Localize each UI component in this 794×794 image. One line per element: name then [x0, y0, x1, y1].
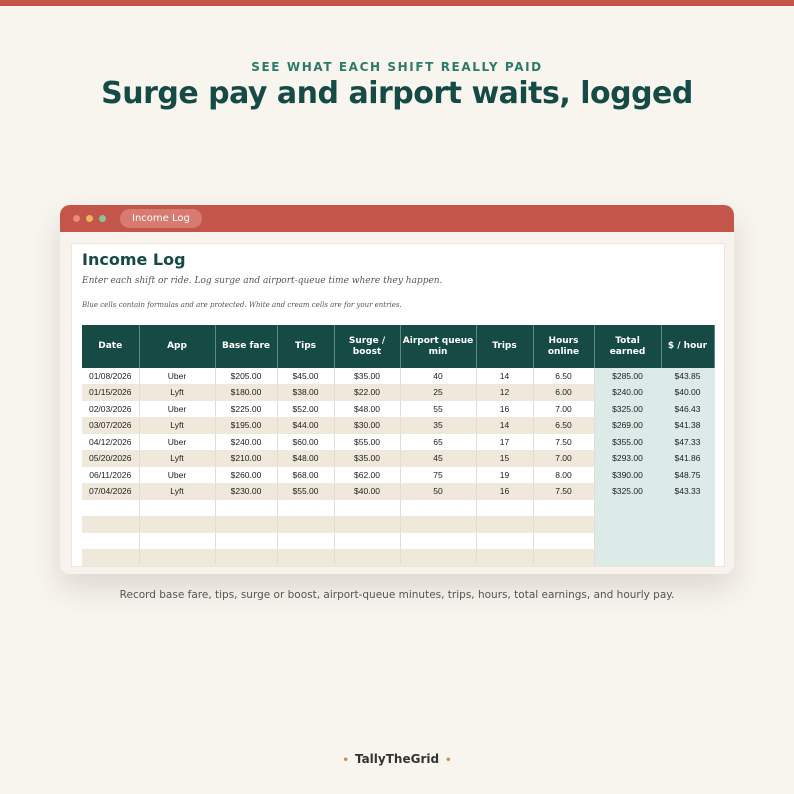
entry-cell[interactable]: 6.00: [533, 384, 594, 401]
entry-cell[interactable]: $52.00: [277, 401, 334, 418]
eyebrow-text: SEE WHAT EACH SHIFT REALLY PAID: [251, 60, 543, 74]
sheet-formula-note: Blue cells contain formulas and are protected. White and cream cells are for your entries.: [82, 301, 402, 309]
entry-cell[interactable]: [82, 500, 139, 517]
formula-cell: $285.00: [594, 368, 661, 384]
entry-cell[interactable]: Lyft: [139, 450, 215, 467]
spreadsheet: [71, 243, 725, 567]
entry-cell[interactable]: $62.00: [334, 467, 400, 484]
entry-cell[interactable]: 14: [476, 417, 533, 434]
entry-cell[interactable]: $35.00: [334, 368, 400, 384]
entry-cell[interactable]: 7.50: [533, 483, 594, 500]
brand-bullet-right: •: [445, 755, 452, 766]
table-header-row: [82, 325, 714, 368]
entry-cell[interactable]: Lyft: [139, 417, 215, 434]
entry-cell[interactable]: $55.00: [277, 483, 334, 500]
headline: Surge pay and airport waits, logged: [101, 76, 693, 111]
entry-cell[interactable]: 55: [400, 401, 476, 418]
entry-cell[interactable]: $35.00: [334, 450, 400, 467]
entry-cell[interactable]: [277, 549, 334, 566]
column-header[interactable]: $ / hour: [661, 325, 714, 368]
entry-cell[interactable]: $240.00: [215, 434, 277, 451]
entry-cell[interactable]: $45.00: [277, 368, 334, 384]
entry-cell[interactable]: [215, 549, 277, 566]
sheet-instructions: Enter each shift or ride. Log surge and airport-queue time where they happen.: [82, 276, 443, 286]
formula-cell: $269.00: [594, 417, 661, 434]
minimize-window-dot-icon[interactable]: [86, 215, 93, 222]
entry-cell[interactable]: 03/07/2026: [82, 417, 139, 434]
entry-cell[interactable]: 07/04/2026: [82, 483, 139, 500]
entry-cell[interactable]: $48.00: [334, 401, 400, 418]
entry-cell[interactable]: 7.00: [533, 401, 594, 418]
close-window-dot-icon[interactable]: [73, 215, 80, 222]
column-header[interactable]: Tips: [277, 325, 334, 368]
entry-cell[interactable]: 45: [400, 450, 476, 467]
entry-cell[interactable]: 12: [476, 384, 533, 401]
table-row: [82, 467, 714, 484]
entry-cell[interactable]: 40: [400, 368, 476, 384]
entry-cell[interactable]: 50: [400, 483, 476, 500]
brand-footer: [0, 752, 794, 766]
column-header[interactable]: Airport queue min: [400, 325, 476, 368]
empty-row: [82, 516, 714, 533]
entry-cell[interactable]: $44.00: [277, 417, 334, 434]
table-row: [82, 384, 714, 401]
entry-cell[interactable]: 6.50: [533, 368, 594, 384]
entry-cell[interactable]: [476, 533, 533, 550]
formula-cell: $43.33: [661, 483, 714, 500]
formula-cell: $43.85: [661, 368, 714, 384]
formula-cell: [594, 549, 661, 566]
maximize-window-dot-icon[interactable]: [99, 215, 106, 222]
column-header[interactable]: Surge / boost: [334, 325, 400, 368]
formula-cell: $41.86: [661, 450, 714, 467]
entry-cell[interactable]: 04/12/2026: [82, 434, 139, 451]
entry-cell[interactable]: $225.00: [215, 401, 277, 418]
brand-name: TallyTheGrid: [354, 752, 440, 766]
entry-cell[interactable]: [533, 549, 594, 566]
entry-cell[interactable]: 01/08/2026: [82, 368, 139, 384]
entry-cell[interactable]: $195.00: [215, 417, 277, 434]
entry-cell[interactable]: [400, 533, 476, 550]
formula-cell: $355.00: [594, 434, 661, 451]
entry-cell[interactable]: 17: [476, 434, 533, 451]
formula-cell: [661, 516, 714, 533]
entry-cell[interactable]: $210.00: [215, 450, 277, 467]
entry-cell[interactable]: $55.00: [334, 434, 400, 451]
sheet-title: Income Log: [82, 250, 186, 269]
formula-cell: $48.75: [661, 467, 714, 484]
column-header[interactable]: App: [139, 325, 215, 368]
entry-cell[interactable]: Uber: [139, 434, 215, 451]
entry-cell[interactable]: [400, 516, 476, 533]
entry-cell[interactable]: [277, 500, 334, 517]
entry-cell[interactable]: [139, 549, 215, 566]
entry-cell[interactable]: $60.00: [277, 434, 334, 451]
entry-cell[interactable]: [334, 516, 400, 533]
formula-cell: [661, 500, 714, 517]
entry-cell[interactable]: [82, 516, 139, 533]
entry-cell[interactable]: 15: [476, 450, 533, 467]
entry-cell[interactable]: [334, 533, 400, 550]
table-row: [82, 368, 714, 384]
entry-cell[interactable]: Uber: [139, 401, 215, 418]
entry-cell[interactable]: Lyft: [139, 483, 215, 500]
entry-cell[interactable]: $205.00: [215, 368, 277, 384]
entry-cell[interactable]: [215, 516, 277, 533]
entry-cell[interactable]: 02/03/2026: [82, 401, 139, 418]
entry-cell[interactable]: [400, 549, 476, 566]
table-row: [82, 401, 714, 418]
formula-cell: $325.00: [594, 483, 661, 500]
formula-cell: $40.00: [661, 384, 714, 401]
entry-cell[interactable]: $38.00: [277, 384, 334, 401]
entry-cell[interactable]: 19: [476, 467, 533, 484]
entry-cell[interactable]: 01/15/2026: [82, 384, 139, 401]
entry-cell[interactable]: 16: [476, 483, 533, 500]
entry-cell[interactable]: 75: [400, 467, 476, 484]
formula-cell: [594, 516, 661, 533]
formula-cell: $47.33: [661, 434, 714, 451]
formula-cell: [594, 500, 661, 517]
formula-cell: [594, 533, 661, 550]
entry-cell[interactable]: [533, 533, 594, 550]
entry-cell[interactable]: [277, 516, 334, 533]
entry-cell[interactable]: [476, 516, 533, 533]
entry-cell[interactable]: [400, 500, 476, 517]
formula-cell: [661, 549, 714, 566]
entry-cell[interactable]: [476, 500, 533, 517]
entry-cell[interactable]: 16: [476, 401, 533, 418]
entry-cell[interactable]: [82, 533, 139, 550]
entry-cell[interactable]: [139, 500, 215, 517]
entry-cell[interactable]: 7.00: [533, 450, 594, 467]
entry-cell[interactable]: Uber: [139, 368, 215, 384]
entry-cell[interactable]: Uber: [139, 467, 215, 484]
entry-cell[interactable]: [533, 500, 594, 517]
entry-cell[interactable]: [82, 549, 139, 566]
entry-cell[interactable]: 7.50: [533, 434, 594, 451]
formula-cell: $293.00: [594, 450, 661, 467]
formula-cell: $240.00: [594, 384, 661, 401]
formula-cell: $41.38: [661, 417, 714, 434]
formula-cell: [661, 533, 714, 550]
brand-bullet-left: •: [342, 755, 349, 766]
entry-cell[interactable]: 25: [400, 384, 476, 401]
entry-cell[interactable]: $48.00: [277, 450, 334, 467]
window-body: [60, 232, 734, 574]
entry-cell[interactable]: [533, 516, 594, 533]
entry-cell[interactable]: [215, 500, 277, 517]
formula-cell: $390.00: [594, 467, 661, 484]
entry-cell[interactable]: 8.00: [533, 467, 594, 484]
caption: Record base fare, tips, surge or boost, airport-queue minutes, trips, hours, total earnings, and hourly pay.: [119, 589, 675, 601]
empty-row: [82, 500, 714, 517]
entry-cell[interactable]: 65: [400, 434, 476, 451]
entry-cell[interactable]: $260.00: [215, 467, 277, 484]
column-header[interactable]: Trips: [476, 325, 533, 368]
entry-cell[interactable]: 05/20/2026: [82, 450, 139, 467]
app-window: [60, 205, 734, 574]
table-row: [82, 434, 714, 451]
entry-cell[interactable]: 06/11/2026: [82, 467, 139, 484]
entry-cell[interactable]: [277, 533, 334, 550]
entry-cell[interactable]: [334, 500, 400, 517]
entry-cell[interactable]: [139, 533, 215, 550]
income-log-table: [82, 325, 715, 566]
entry-cell[interactable]: $180.00: [215, 384, 277, 401]
entry-cell[interactable]: [476, 549, 533, 566]
entry-cell[interactable]: [215, 533, 277, 550]
entry-cell[interactable]: 6.50: [533, 417, 594, 434]
entry-cell[interactable]: Lyft: [139, 384, 215, 401]
table-row: [82, 417, 714, 434]
tab-income-log[interactable]: Income Log: [120, 209, 202, 228]
column-header[interactable]: Total earned: [594, 325, 661, 368]
top-accent-bar: [0, 0, 794, 6]
entry-cell[interactable]: [139, 516, 215, 533]
entry-cell[interactable]: [334, 549, 400, 566]
formula-cell: $46.43: [661, 401, 714, 418]
window-title-bar: [60, 205, 734, 232]
entry-cell[interactable]: $68.00: [277, 467, 334, 484]
table-row: [82, 483, 714, 500]
column-header[interactable]: Hours online: [533, 325, 594, 368]
entry-cell[interactable]: $230.00: [215, 483, 277, 500]
entry-cell[interactable]: 14: [476, 368, 533, 384]
table-row: [82, 450, 714, 467]
entry-cell[interactable]: $40.00: [334, 483, 400, 500]
entry-cell[interactable]: 35: [400, 417, 476, 434]
entry-cell[interactable]: $22.00: [334, 384, 400, 401]
entry-cell[interactable]: $30.00: [334, 417, 400, 434]
column-header[interactable]: Date: [82, 325, 139, 368]
column-header[interactable]: Base fare: [215, 325, 277, 368]
formula-cell: $325.00: [594, 401, 661, 418]
empty-row: [82, 533, 714, 550]
empty-row: [82, 549, 714, 566]
